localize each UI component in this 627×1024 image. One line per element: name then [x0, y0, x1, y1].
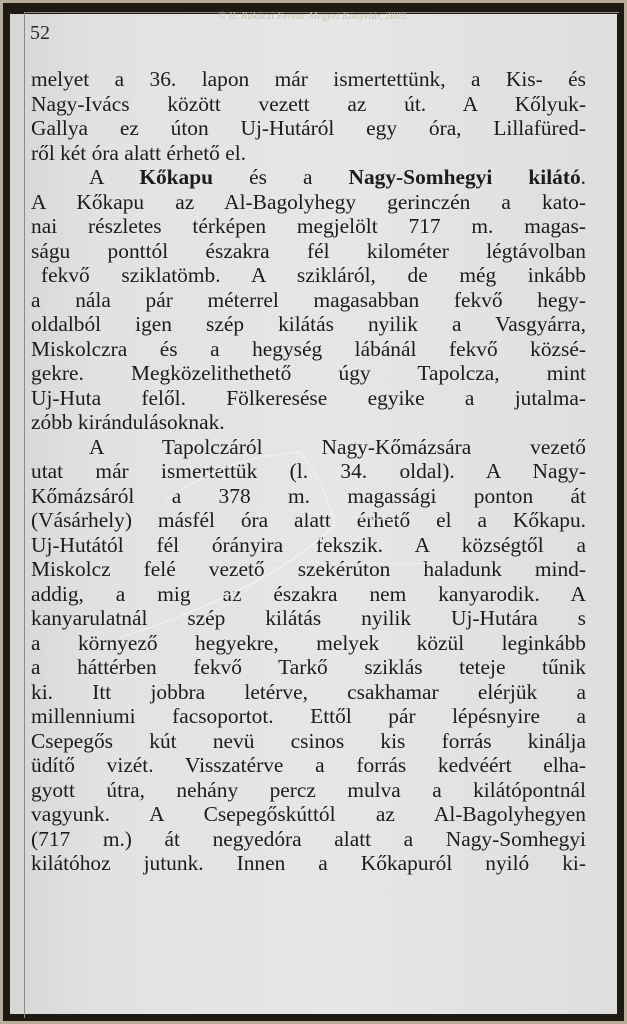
text-line: Kőmázsáról a 378 m. magassági ponton át	[31, 483, 586, 508]
text-line: utat már ismertettük (l. 34. oldal). A Nagy-	[31, 459, 586, 483]
text-line: ságu ponttól északra fél kilométer légtávolban	[31, 238, 586, 263]
text-line: Nagy-Ivács között vezett az út. A Kőlyuk-	[31, 91, 586, 116]
text-line: A Kőkapu az Al-Bagolyhegy gerinczén a kato-	[31, 189, 586, 214]
text-line: gekre. Megközelithethető úgy Tapolcza, mint	[31, 361, 586, 385]
text-line: Gallya ez úton Uj-Hutáról egy óra, Lillafüred-	[31, 116, 586, 140]
page-number: 52	[30, 22, 50, 44]
paragraph-1	[31, 67, 586, 165]
text-line: a nála pár méterrel magasabban fekvő hegy-	[31, 287, 586, 312]
text-line: fekvő sziklatömb. A szikláról, de még inkább	[41, 263, 586, 287]
text-line: Uj-Hutától fél órányira fekszik. A községtől a	[31, 532, 586, 557]
text-line: gyott útra, nehány percz mulva a kilátópontnál	[31, 777, 586, 802]
heading-mid: és a	[213, 165, 349, 189]
text-line: ről két óra alatt érhető el.	[31, 140, 246, 165]
text-line: zóbb kirándulásoknak.	[31, 410, 225, 434]
text-line: üdítő vizét. Visszatérve a forrás kedvéért elha-	[31, 753, 586, 777]
text-line: addig, a mig az északra nem kanyarodik. A	[31, 581, 586, 606]
text-line: A Tapolczáról Nagy-Kőmázsára vezető	[89, 434, 586, 459]
text-line: nai részletes térképen megjelölt 717 m. magas-	[31, 214, 586, 238]
text-line: Uj-Huta felől. Fölkeresése egyike a jutalma-	[31, 385, 586, 410]
text-line: vagyunk. A Csepegőskúttól az Al-Bagolyhegyen	[31, 802, 586, 826]
text-line: oldalból igen szép kilátás nyilik a Vasgyárra,	[31, 312, 586, 336]
text-line: (717 m.) át negyedóra alatt a Nagy-Somhegyi	[31, 826, 586, 851]
text-line: a környező hegyekre, melyek közül leginkább	[31, 630, 586, 655]
paragraph-3	[31, 435, 586, 876]
text-line: kilátóhoz jutunk. Innen a Kőkapuról nyiló ki-	[31, 851, 586, 875]
heading-bold-kilato: Nagy-Somhegyi kilátó	[348, 165, 581, 189]
copyright-notice: © II. Rákóczi Ferenc Megyei Könyvtár, 2009.	[218, 11, 409, 22]
text-line: millenniumi facsoportot. Ettől pár lépésnyire a	[31, 704, 586, 728]
heading-prefix: A	[89, 165, 140, 189]
heading-end: .	[580, 165, 587, 189]
body-text	[31, 67, 586, 876]
text-line: ki. Itt jobbra letérve, csakhamar elérjük a	[31, 679, 586, 704]
paragraph-2	[31, 165, 586, 435]
text-line: a háttérben fekvő Tarkő sziklás teteje tűnik	[31, 655, 586, 679]
text-line: kanyarulatnál szép kilátás nyilik Uj-Hutára s	[31, 606, 586, 630]
heading-bold-kokapu: Kőkapu	[139, 165, 214, 189]
text-line: Miskolczra és a hegység lábánál fekvő közsé-	[31, 336, 586, 361]
text-line: Miskolcz felé vezető szekérúton haladunk mind-	[31, 557, 586, 581]
section-heading	[31, 165, 586, 190]
text-line: melyet a 36. lapon már ismertettünk, a Kis- és	[31, 67, 586, 91]
text-line: Csepegős kút nevü csinos kis forrás kinálja	[31, 728, 586, 753]
text-line: (Vásárhely) másfél óra alatt érhető el a Kőkapu.	[31, 508, 586, 532]
